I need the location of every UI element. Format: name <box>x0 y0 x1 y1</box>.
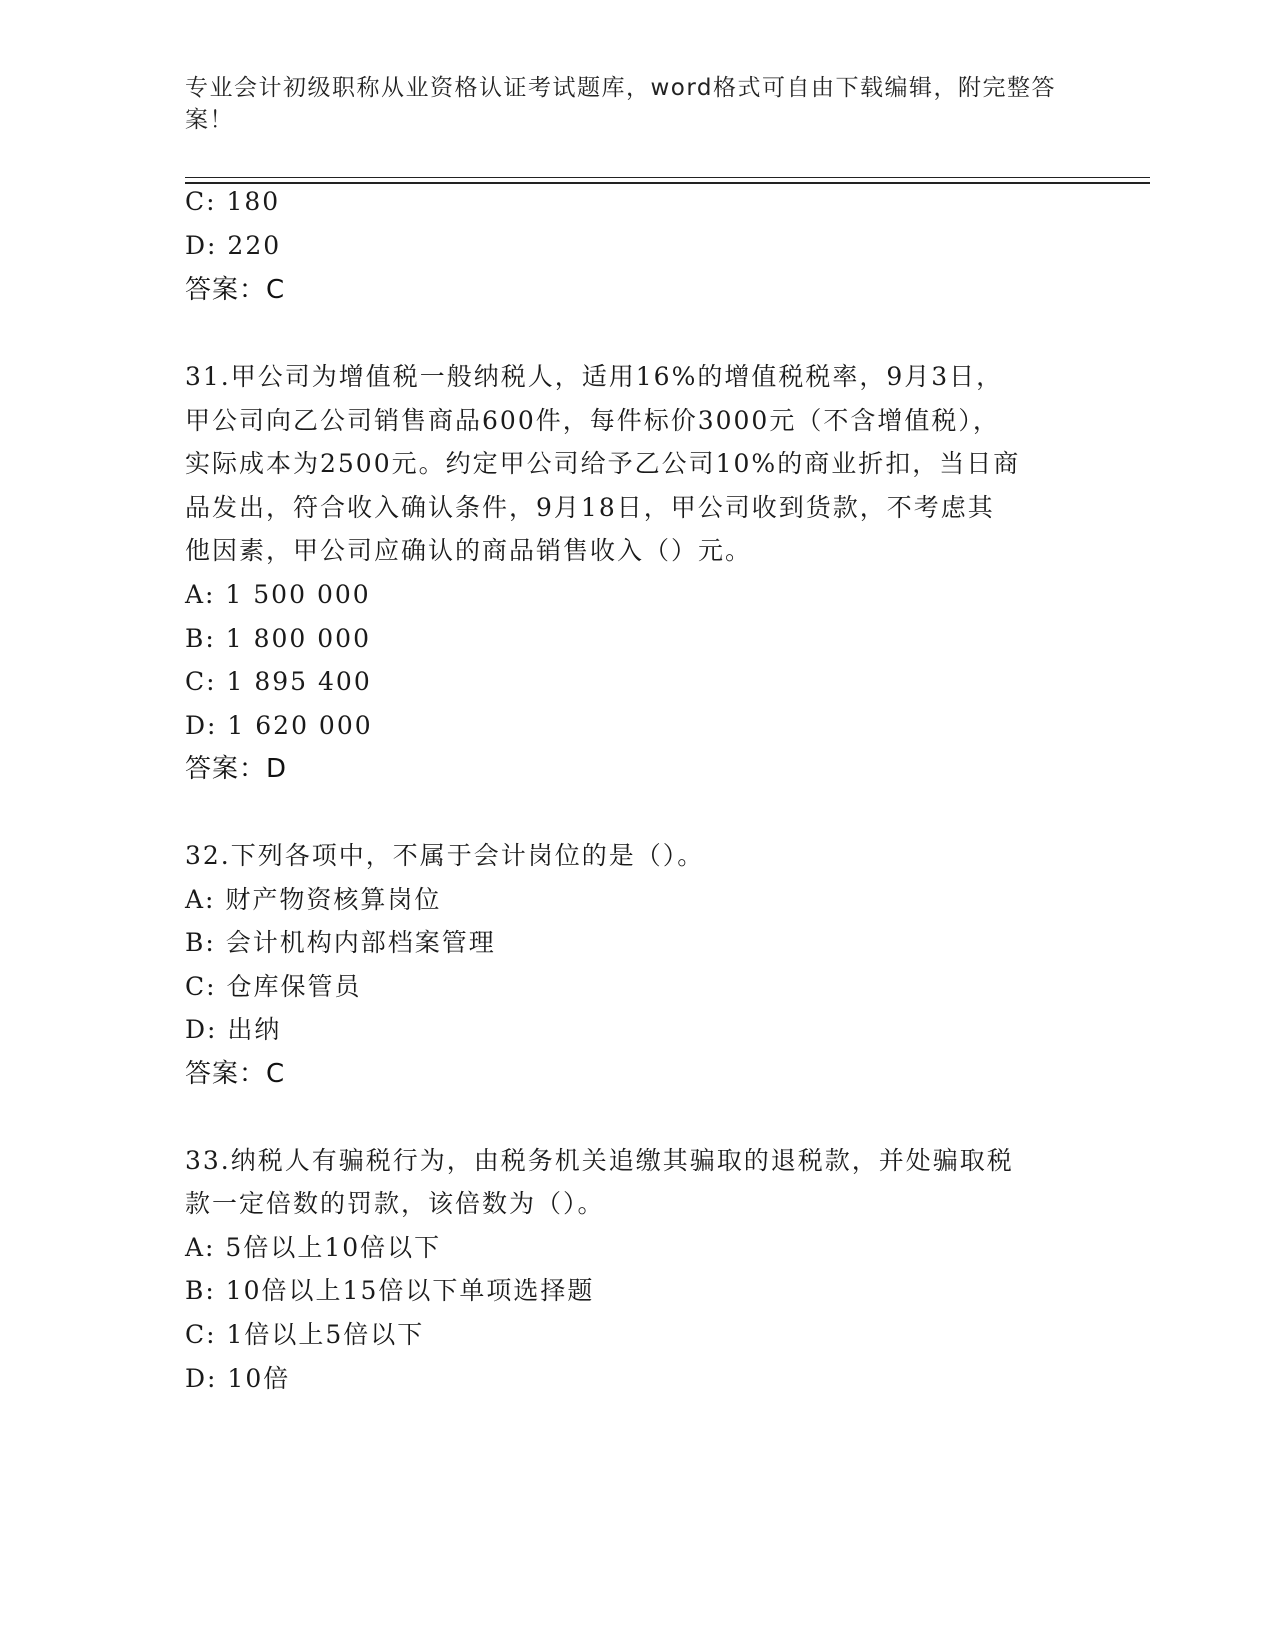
q31-option-a: A: 1 500 000 <box>185 580 371 609</box>
q31-text-line-4: 品发出，符合收入确认条件，9月18日，甲公司收到货款，不考虑其 <box>185 493 995 522</box>
q30-option-c: C: 180 <box>185 187 281 216</box>
q32-option-a: A: 财产物资核算岗位 <box>185 885 442 914</box>
header-line-2: 案！ <box>185 107 234 133</box>
q33-option-a: A: 5倍以上10倍以下 <box>185 1233 442 1262</box>
q31-text-line-2: 甲公司向乙公司销售商品600件，每件标价3000元（不含增值税）， <box>185 406 1000 435</box>
q32-text-line-1: 32.下列各项中，不属于会计岗位的是（）。 <box>185 841 705 870</box>
q31-answer: 答案：D <box>185 754 288 784</box>
q31-text-line-1: 31.甲公司为增值税一般纳税人，适用16%的增值税税率，9月3日， <box>185 362 1004 391</box>
q31-text-line-3: 实际成本为2500元。约定甲公司给予乙公司10%的商业折扣，当日商 <box>185 449 1021 478</box>
header-divider-thin <box>185 177 1150 178</box>
q33-option-b: B: 10倍以上15倍以下单项选择题 <box>185 1276 595 1305</box>
q33-text-line-2: 款一定倍数的罚款，该倍数为（）。 <box>185 1189 605 1218</box>
q30-option-d: D: 220 <box>185 231 282 260</box>
q33-option-d: D: 10倍 <box>185 1364 291 1393</box>
q31-option-b: B: 1 800 000 <box>185 624 371 653</box>
header-divider-thick <box>185 182 1150 184</box>
q31-text-line-5: 他因素，甲公司应确认的商品销售收入（）元。 <box>185 536 753 565</box>
page-header <box>185 72 1065 136</box>
q31-option-d: D: 1 620 000 <box>185 711 373 740</box>
q33-option-c: C: 1倍以上5倍以下 <box>185 1320 425 1349</box>
header-line-1: 专业会计初级职称从业资格认证考试题库，word格式可自由下载编辑，附完整答 <box>185 75 1057 101</box>
q32-option-d: D: 出纳 <box>185 1015 282 1044</box>
q33-text-line-1: 33.纳税人有骗税行为，由税务机关追缴其骗取的退税款，并处骗取税 <box>185 1146 1014 1175</box>
q32-answer: 答案：C <box>185 1059 286 1089</box>
q31-option-c: C: 1 895 400 <box>185 667 372 696</box>
q32-option-b: B: 会计机构内部档案管理 <box>185 928 496 957</box>
q30-answer: 答案：C <box>185 275 286 305</box>
q32-option-c: C: 仓库保管员 <box>185 972 362 1001</box>
